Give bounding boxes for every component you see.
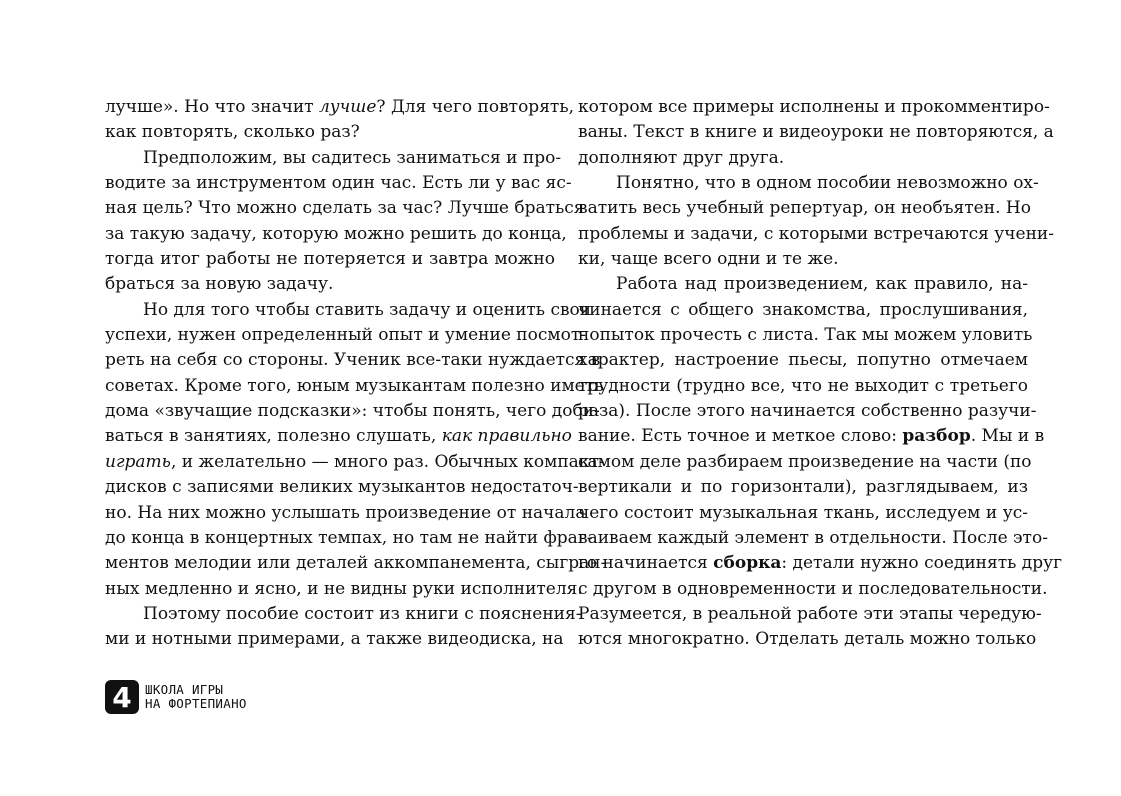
text-line: вертикали и по горизонтали), разглядываем, из	[578, 477, 1028, 498]
text-line: играть, и желательно — много раз. Обычных компакт-	[105, 451, 605, 472]
series-title-line: НА ФОРТЕПИАНО	[145, 696, 247, 711]
text-line: самом деле разбираем произведение на части (по	[578, 451, 1032, 472]
text-line: советах. Кроме того, юным музыкантам полезно иметь	[105, 375, 604, 396]
text-line: водите за инструментом один час. Есть ли у вас яс-	[105, 173, 572, 194]
text-line: Разумеется, в реальной работе эти этапы чередую-	[578, 603, 1042, 624]
text-line: чинается с общего знакомства, прослушивания,	[578, 299, 1028, 320]
text-line: раза). После этого начинается собственно разучи-	[578, 401, 1037, 422]
text-line: котором все примеры исполнены и прокомментиро-	[578, 97, 1050, 117]
text-line: проблемы и задачи, с которыми встречаются учени-	[578, 223, 1054, 244]
text-line: Предположим, вы садитесь заниматься и про-	[143, 147, 562, 168]
text-line: дома «звучащие подсказки»: чтобы понять, чего доби-	[105, 401, 600, 422]
text-line: за такую задачу, которую можно решить до конца,	[105, 223, 567, 244]
text-line: лучше». Но что значит лучше? Для чего повторять,	[105, 97, 574, 117]
right-text-column	[578, 95, 1063, 653]
text-line: Поэтому пособие состоит из книги с пояснения-	[143, 603, 582, 624]
text-line: Работа над произведением, как правило, на-	[616, 274, 1028, 295]
text-line: успехи, нужен определенный опыт и умение посмот-	[105, 325, 586, 346]
book-series-title	[145, 683, 247, 711]
text-line: го начинается сборка: детали нужно соединять друг	[578, 553, 1063, 574]
text-line: характер, настроение пьесы, попутно отмечаем	[578, 350, 1028, 371]
text-line: тогда итог работы не потеряется и завтра можно	[105, 249, 555, 270]
text-line: до конца в концертных темпах, но там не найти фраг-	[105, 527, 593, 548]
page-number-badge: 4	[105, 680, 139, 714]
text-line: ки, чаще всего одни и те же.	[578, 249, 839, 270]
text-line: ментов мелодии или деталей аккомпанемента, сыгран-	[105, 553, 607, 574]
page-footer	[105, 680, 247, 714]
text-line: реть на себя со стороны. Ученик все-таки нуждается в	[105, 350, 601, 371]
text-line: Понятно, что в одном пособии невозможно ох-	[616, 173, 1039, 194]
text-line: ются многократно. Отделать деталь можно только	[578, 629, 1037, 650]
text-line: вание. Есть точное и меткое слово: разбор. Мы и в	[578, 426, 1045, 447]
text-line: как повторять, сколько раз?	[105, 122, 360, 143]
left-text-column	[105, 95, 607, 653]
text-line: браться за новую задачу.	[105, 274, 334, 295]
text-line: дисков с записями великих музыкантов недостаточ-	[105, 477, 579, 498]
text-line: с другом в одновременности и последовательности.	[578, 578, 1048, 599]
text-line: попыток прочесть с листа. Так мы можем уловить	[578, 325, 1033, 346]
text-line: Но для того чтобы ставить задачу и оценить свои	[143, 299, 592, 320]
text-line: ваны. Текст в книге и видеоуроки не повторяются, а	[578, 122, 1054, 143]
text-line: ная цель? Что можно сделать за час? Лучше браться	[105, 198, 585, 219]
text-line: трудности (трудно все, что не выходит с третьего	[578, 375, 1028, 396]
text-line: но. На них можно услышать произведение от начала	[105, 502, 586, 523]
series-title-line: ШКОЛА ИГРЫ	[145, 682, 224, 697]
text-line: чего состоит музыкальная ткань, исследуем и ус-	[578, 502, 1028, 523]
text-line: ватить весь учебный репертуар, он необъятен. Но	[578, 198, 1031, 219]
text-line: ваться в занятиях, полезно слушать, как правильно	[105, 426, 572, 447]
text-line: дополняют друг друга.	[578, 147, 785, 168]
text-line: ных медленно и ясно, и не видны руки исполнителя.	[105, 578, 583, 599]
text-line: ваиваем каждый элемент в отдельности. После это-	[578, 527, 1048, 548]
text-line: ми и нотными примерами, а также видеодиска, на	[105, 629, 564, 650]
